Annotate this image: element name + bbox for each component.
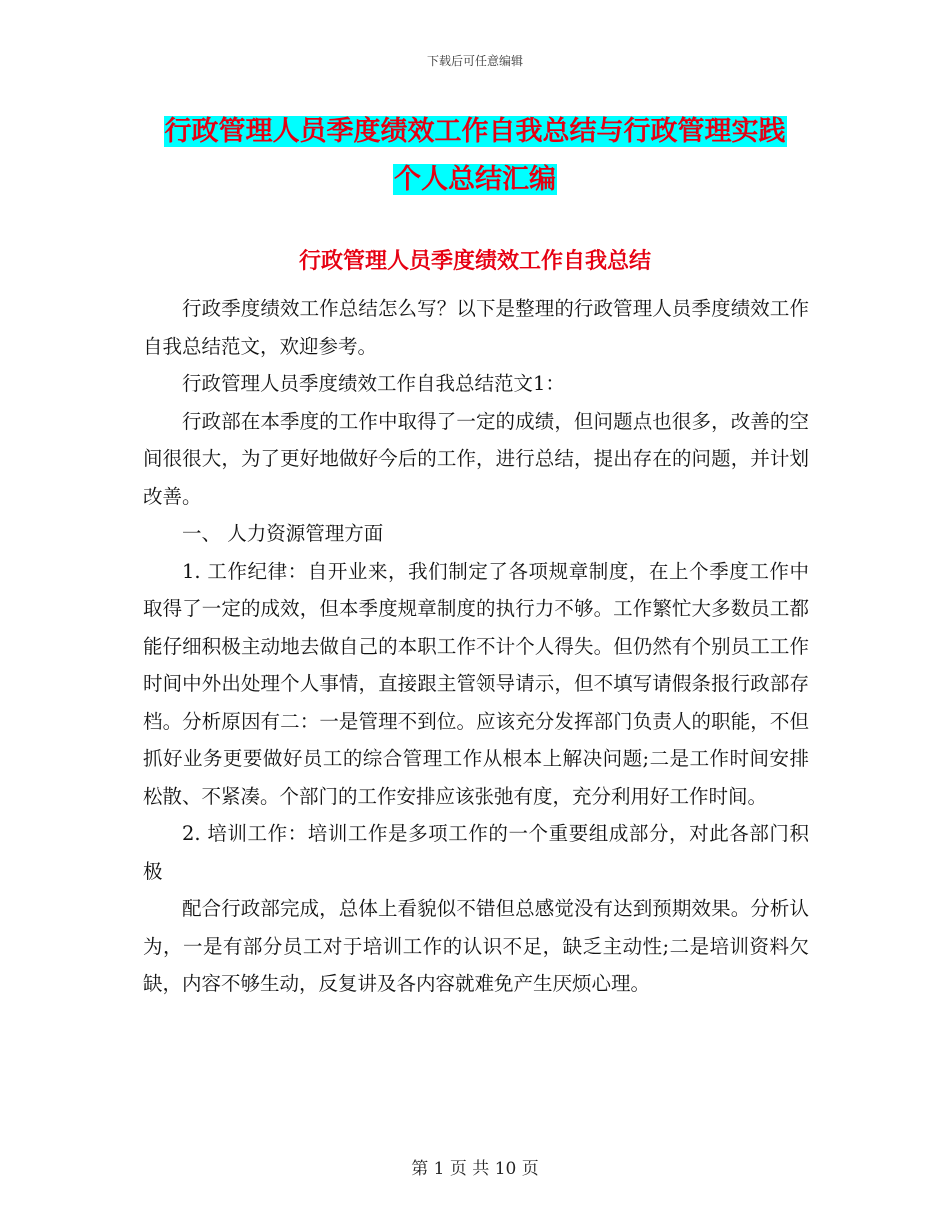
paragraph: 行政季度绩效工作总结怎么写？以下是整理的行政管理人员季度绩效工作自我总结范文，欢迎参考。: [143, 297, 809, 358]
page-footer: 第 1 页 共 10 页: [411, 1159, 539, 1179]
document-title: [0, 108, 950, 204]
paragraph: 配合行政部完成，总体上看貌似不错但总感觉没有达到预期效果。分析认为，一是有部分员工对于培训工作的认识不足，缺乏主动性;二是培训资料欠缺，内容不够生动，反复讲及各内容就难免产生厌烦心理。: [143, 897, 809, 995]
document-body: [143, 290, 809, 1003]
header-note: 下载后可任意编辑: [426, 54, 523, 68]
paragraph: 行政部在本季度的工作中取得了一定的成绩，但问题点也很多，改善的空间很很大，为了更好地做好今后的工作，进行总结，提出存在的问题，并计划改善。: [143, 409, 809, 508]
section-title: 行政管理人员季度绩效工作自我总结: [298, 249, 651, 274]
paragraph: 2. 培训工作：培训工作是多项工作的一个重要组成部分，对此各部门积极: [143, 822, 809, 883]
paragraph: 行政管理人员季度绩效工作自我总结范文1：: [182, 372, 565, 395]
paragraph: 一、 人力资源管理方面: [182, 522, 384, 545]
paragraph: 1. 工作纪律：自开业来，我们制定了各项规章制度，在上个季度工作中取得了一定的成效，但本季度规章制度的执行力不够。工作繁忙大多数员工都能仔细积极主动地去做自己的本职工作不计个人得失。但仍然有个别员工工作时间中外出处理个人事情，直接跟主管领导请示，但不填写请假条报行政部存档。分析原因有二：一是管理不到位。应该充分发挥部门负责人的职能，不但抓好业务更要做好员工的综合管理工作从根本上解决问题;二是工作时间安排松散、不紧凑。个部门的工作安排应该张弛有度，充分利用好工作时间。: [143, 559, 809, 808]
title-line-1: 行政管理人员季度绩效工作自我总结与行政管理实践: [164, 116, 786, 147]
title-line-2: 个人总结汇编: [394, 164, 556, 195]
